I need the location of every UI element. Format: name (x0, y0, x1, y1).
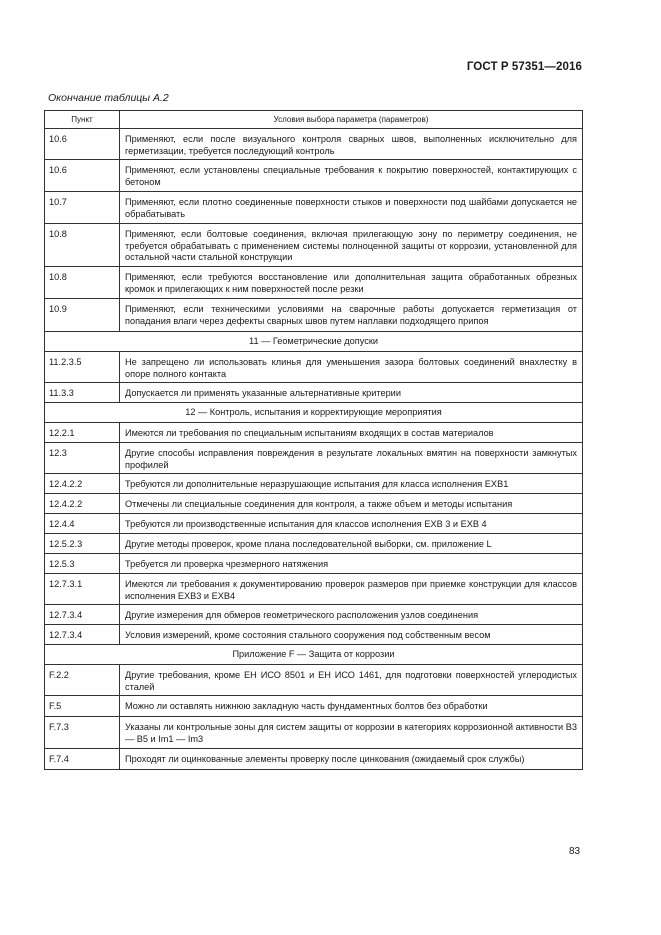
table-row (45, 749, 583, 770)
table-row (45, 267, 583, 299)
table-row (45, 383, 583, 403)
table-row (45, 554, 583, 574)
table-row (45, 160, 583, 192)
clause-number: 11.3.3 (45, 383, 120, 403)
table-row (45, 696, 583, 717)
table-row (45, 443, 583, 474)
clause-number: F.2.2 (45, 665, 120, 696)
condition-text: Отмечены ли специальные соединения для контроля, а также объем и методы испытания (120, 494, 583, 514)
table-row (45, 192, 583, 224)
section-row (45, 332, 583, 352)
clause-number: 12.4.2.2 (45, 474, 120, 494)
section-row (45, 645, 583, 665)
condition-text: Можно ли оставлять нижнюю закладную часть фундаментных болтов без обработки (120, 696, 583, 717)
clause-number: 10.8 (45, 224, 120, 267)
parameters-table (44, 110, 583, 770)
table-row (45, 299, 583, 332)
table-row (45, 224, 583, 267)
table-caption: Окончание таблицы А.2 (48, 92, 169, 104)
table-header-row (45, 111, 583, 129)
table-row (45, 474, 583, 494)
condition-text: Имеются ли требования к документированию проверок размеров при приемке конструкции для классов исполнения EXB3 и EXB4 (120, 574, 583, 605)
condition-text: Другие требования, кроме ЕН ИСО 8501 и ЕН ИСО 1461, для подготовки поверхностей углеродистых сталей (120, 665, 583, 696)
clause-number: 12.5.3 (45, 554, 120, 574)
document-code: ГОСТ Р 57351—2016 (466, 61, 582, 73)
condition-text: Другие способы исправления повреждения в результате локальных вмятин на поверхности замкнутых профилей (120, 443, 583, 474)
page-number: 83 (569, 846, 581, 857)
condition-text: Применяют, если после визуального контроля сварных швов, выполненных исключительно для герметизации, требуется последующий контроль (120, 129, 583, 160)
column-header-clause: Пункт (45, 111, 120, 129)
section-title: 11 — Геометрические допуски (45, 332, 583, 352)
clause-number: 10.7 (45, 192, 120, 224)
clause-number: 10.6 (45, 160, 120, 192)
table-body (45, 129, 583, 770)
table-row (45, 605, 583, 625)
condition-text: Требуются ли дополнительные неразрушающие испытания для класса исполнения EXB1 (120, 474, 583, 494)
clause-number: 12.7.3.1 (45, 574, 120, 605)
section-title: Приложение F — Защита от коррозии (45, 645, 583, 665)
table-row (45, 625, 583, 645)
condition-text: Проходят ли оцинкованные элементы проверку после цинкования (ожидаемый срок службы) (120, 749, 583, 770)
clause-number: 11.2.3.5 (45, 352, 120, 383)
clause-number: 12.2.1 (45, 423, 120, 443)
condition-text: Имеются ли требования по специальным испытаниям входящих в состав материалов (120, 423, 583, 443)
condition-text: Применяют, если требуются восстановление или дополнительная защита обработанных обрезных кромок и прилегающих к ним поверхностей после резки (120, 267, 583, 299)
condition-text: Требуются ли производственные испытания для классов исполнения EXB 3 и EXB 4 (120, 514, 583, 534)
condition-text: Применяют, если плотно соединенные поверхности стыков и поверхности под шайбами допускается не обрабатывать (120, 192, 583, 224)
table-row (45, 514, 583, 534)
section-row (45, 403, 583, 423)
condition-text: Допускается ли применять указанные альтернативные критерии (120, 383, 583, 403)
condition-text: Условия измерений, кроме состояния стального сооружения под собственным весом (120, 625, 583, 645)
condition-text: Требуется ли проверка чрезмерного натяжения (120, 554, 583, 574)
clause-number: 12.3 (45, 443, 120, 474)
column-header-conditions: Условия выбора параметра (параметров) (120, 111, 583, 129)
condition-text: Другие методы проверок, кроме плана последовательной выборки, см. приложение L (120, 534, 583, 554)
condition-text: Применяют, если техническими условиями на сварочные работы допускается герметизация от попадания влаги через дефекты сварных швов путем наплавки подходящего припоя (120, 299, 583, 332)
clause-number: F.5 (45, 696, 120, 717)
clause-number: F.7.4 (45, 749, 120, 770)
condition-text: Другие измерения для обмеров геометрического расположения узлов соединения (120, 605, 583, 625)
section-title: 12 — Контроль, испытания и корректирующие мероприятия (45, 403, 583, 423)
table-row (45, 665, 583, 696)
clause-number: 10.6 (45, 129, 120, 160)
condition-text: Применяют, если установлены специальные требования к покрытию поверхностей, контактирующих с бетоном (120, 160, 583, 192)
table-row (45, 129, 583, 160)
condition-text: Указаны ли контрольные зоны для систем защиты от коррозии в категориях коррозионной активности B3 — B5 и Im1 — Im3 (120, 717, 583, 749)
condition-text: Не запрещено ли использовать клинья для уменьшения зазора болтовых соединений внахлестку в опоре полного контакта (120, 352, 583, 383)
clause-number: F.7.3 (45, 717, 120, 749)
table-row (45, 494, 583, 514)
table-row (45, 352, 583, 383)
clause-number: 10.8 (45, 267, 120, 299)
table-row (45, 717, 583, 749)
clause-number: 10.9 (45, 299, 120, 332)
clause-number: 12.7.3.4 (45, 625, 120, 645)
clause-number: 12.4.2.2 (45, 494, 120, 514)
condition-text: Применяют, если болтовые соединения, включая прилегающую зону по периметру соединения, не требуется обрабатывать с применением системы полноценной защиты от коррозии, установленной для остальной части стальной конструкции (120, 224, 583, 267)
table-row (45, 534, 583, 554)
table-row (45, 574, 583, 605)
clause-number: 12.4.4 (45, 514, 120, 534)
clause-number: 12.5.2.3 (45, 534, 120, 554)
table-row (45, 423, 583, 443)
clause-number: 12.7.3.4 (45, 605, 120, 625)
